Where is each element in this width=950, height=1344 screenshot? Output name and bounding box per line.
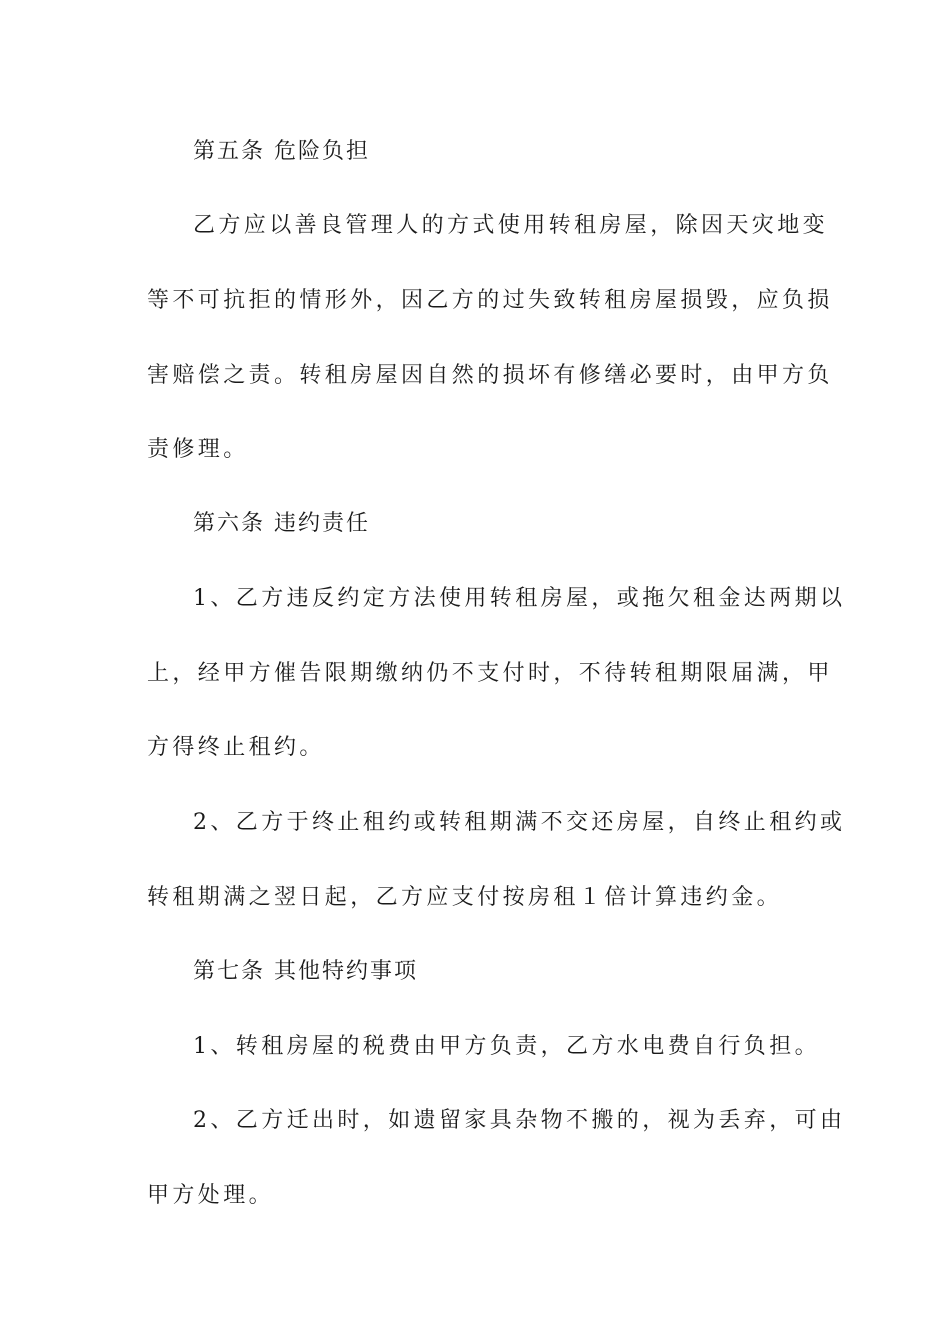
article-7-item-2-line: 甲方处理。 (147, 1183, 275, 1208)
article-5-paragraph-line: 责修理。 (147, 437, 249, 462)
article-7-item-2-line: 2、乙方迁出时，如遗留家具杂物不搬的，视为丢弃，可由 (193, 1108, 846, 1133)
article-5-paragraph-line: 等不可抗拒的情形外，因乙方的过失致转租房屋损毁，应负损 (147, 288, 833, 313)
article-7-heading: 第七条 其他特约事项 (193, 959, 418, 984)
article-5-paragraph-line: 害赔偿之责。转租房屋因自然的损坏有修缮必要时，由甲方负 (147, 363, 833, 388)
article-6-heading: 第六条 违约责任 (193, 511, 370, 536)
article-6-item-2-line: 2、乙方于终止租约或转租期满不交还房屋，自终止租约或 (193, 810, 846, 835)
article-6-item-1-line: 1、乙方违反约定方法使用转租房屋，或拖欠租金达两期以 (193, 586, 846, 611)
article-5-paragraph-line: 乙方应以善良管理人的方式使用转租房屋，除因天灾地变 (193, 213, 829, 238)
article-7-item-1-line: 1、转租房屋的税费由甲方负责，乙方水电费自行负担。 (193, 1034, 820, 1059)
article-6-item-1-line: 上，经甲方催告限期缴纳仍不支付时，不待转租期限届满，甲 (147, 661, 833, 686)
article-6-item-1-line: 方得终止租约。 (147, 735, 325, 760)
article-6-item-2-line: 转租期满之翌日起，乙方应支付按房租１倍计算违约金。 (147, 885, 783, 910)
article-5-heading: 第五条 危险负担 (193, 139, 370, 164)
